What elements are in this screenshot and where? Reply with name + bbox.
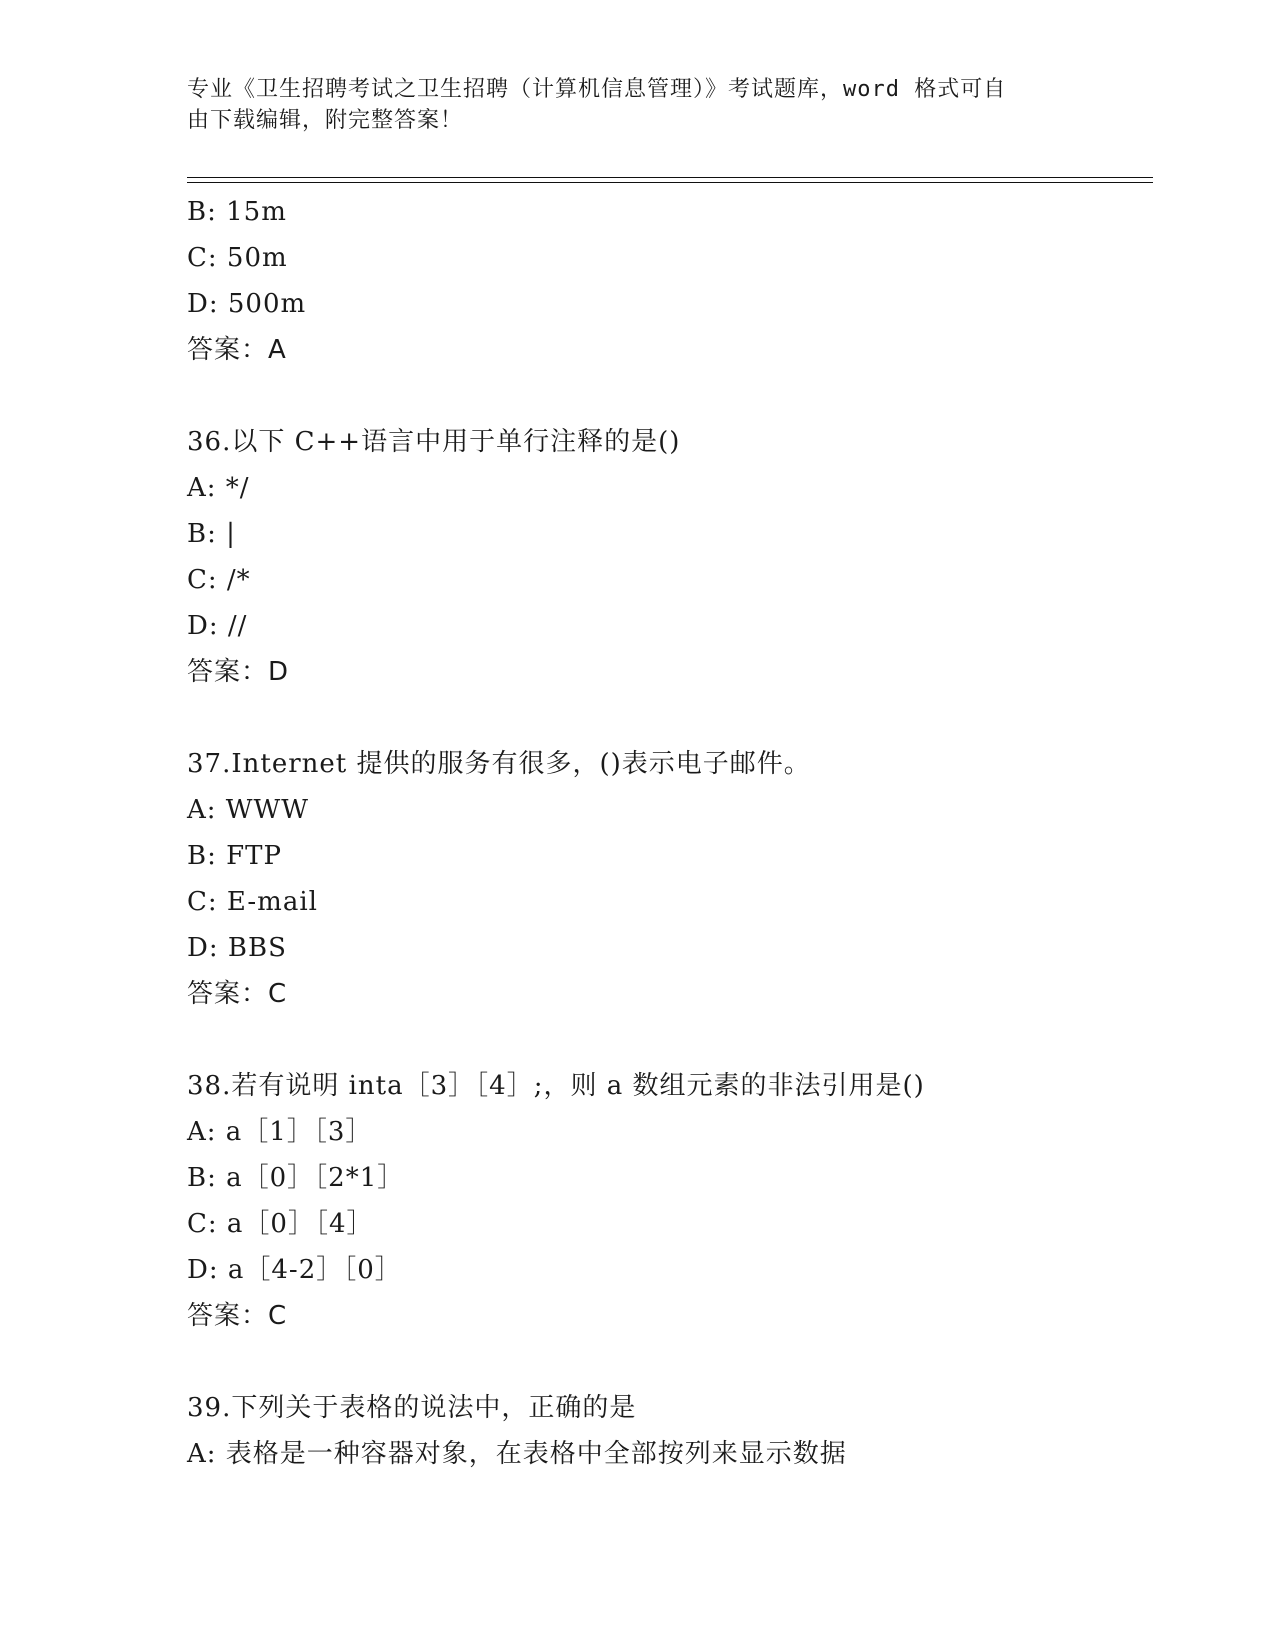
option-a: A: */ bbox=[187, 473, 250, 503]
answer: 答案：A bbox=[187, 335, 287, 365]
question-stem: 38.若有说明 inta［3］［4］;，则 a 数组元素的非法引用是() bbox=[187, 1071, 925, 1101]
option-b: B: a［0］［2*1］ bbox=[187, 1163, 405, 1193]
answer: 答案：C bbox=[187, 1301, 288, 1331]
option-b: B: 15m bbox=[187, 197, 287, 227]
question-38 bbox=[187, 1063, 1147, 1339]
spacer bbox=[187, 695, 1147, 741]
spacer bbox=[187, 1017, 1147, 1063]
header-rule-top bbox=[187, 177, 1153, 178]
question-stem: 39.下列关于表格的说法中，正确的是 bbox=[187, 1393, 637, 1423]
question-35-continued bbox=[187, 189, 1147, 373]
option-b: B: FTP bbox=[187, 841, 283, 871]
option-c: C: 50m bbox=[187, 243, 288, 273]
document-header bbox=[187, 74, 1067, 136]
option-c: C: /* bbox=[187, 565, 251, 595]
option-b: B: | bbox=[187, 519, 236, 549]
spacer bbox=[187, 373, 1147, 419]
header-rule-bottom bbox=[187, 182, 1153, 183]
option-d: D: // bbox=[187, 611, 248, 641]
question-37 bbox=[187, 741, 1147, 1017]
question-stem: 37.Internet 提供的服务有很多，()表示电子邮件。 bbox=[187, 749, 811, 779]
question-stem: 36.以下 C++语言中用于单行注释的是() bbox=[187, 427, 681, 457]
option-a: A: a［1］［3］ bbox=[187, 1117, 373, 1147]
question-36 bbox=[187, 419, 1147, 695]
header-line-2: 由下载编辑，附完整答案！ bbox=[187, 108, 464, 133]
option-d: D: BBS bbox=[187, 933, 287, 963]
option-a: A: 表格是一种容器对象，在表格中全部按列来显示数据 bbox=[187, 1439, 847, 1469]
spacer bbox=[187, 1339, 1147, 1385]
option-d: D: a［4-2］［0］ bbox=[187, 1255, 402, 1285]
option-d: D: 500m bbox=[187, 289, 307, 319]
option-c: C: E-mail bbox=[187, 887, 318, 917]
option-c: C: a［0］［4］ bbox=[187, 1209, 374, 1239]
question-list bbox=[187, 189, 1147, 1477]
header-line-1: 专业《卫生招聘考试之卫生招聘（计算机信息管理）》考试题库，word 格式可自 bbox=[187, 77, 1007, 102]
answer: 答案：D bbox=[187, 657, 290, 687]
question-39 bbox=[187, 1385, 1147, 1477]
option-a: A: WWW bbox=[187, 795, 309, 825]
answer: 答案：C bbox=[187, 979, 288, 1009]
